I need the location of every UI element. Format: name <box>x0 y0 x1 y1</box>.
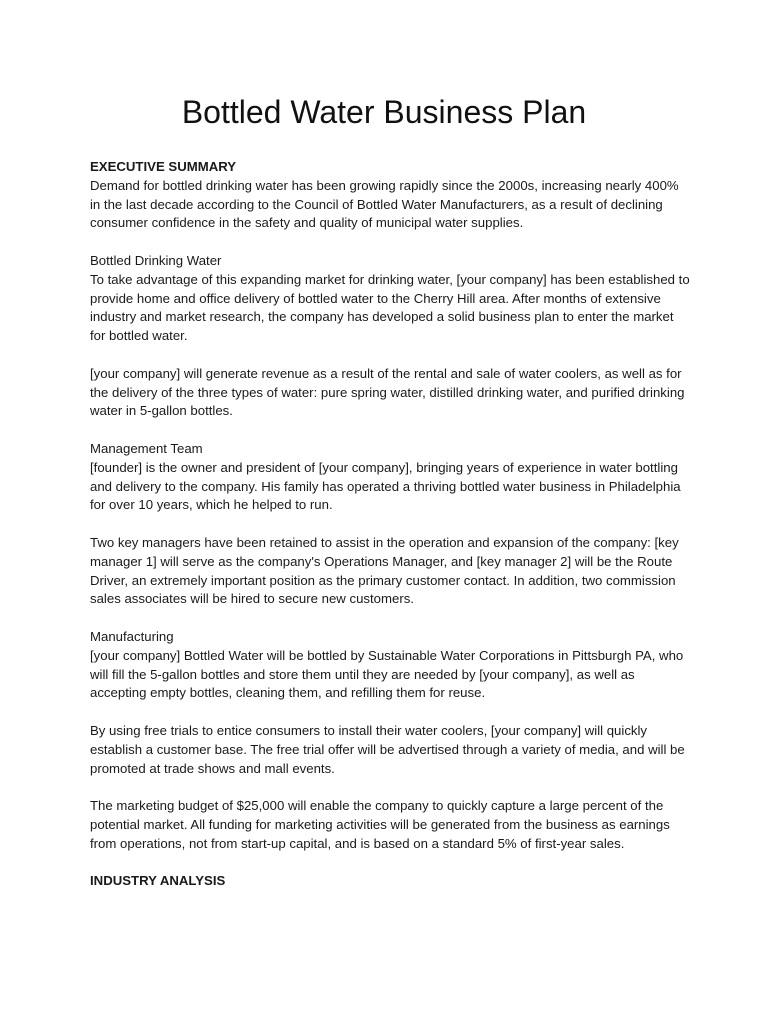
manufacturing-paragraph-1: [your company] Bottled Water will be bottled by Sustainable Water Corporations in Pittsburgh PA, who will fill the 5-gallon bottles and store them until they are needed by [your company], as well as accepting empty bottles, cleaning them, and refilling them for reuse. <box>90 647 684 701</box>
bottled-drinking-water-paragraph-1: To take advantage of this expanding market for drinking water, [your company] has been established to provide home and office delivery of bottled water to the Cherry Hill area. After months of extensive industry and market research, the company has developed a solid business plan to enter the market for bottled water. <box>90 271 690 344</box>
paragraph-spacer <box>90 778 690 797</box>
paragraph-spacer <box>90 346 690 365</box>
industry-analysis-heading: INDUSTRY ANALYSIS <box>90 873 226 889</box>
manufacturing-heading: Manufacturing <box>90 628 174 644</box>
manufacturing-paragraph-2: By using free trials to entice consumers to install their water coolers, [your company] will quickly establish a customer base. The free trial offer will be advertised through a variety of media, and will be promoted at trade shows and mall events. <box>90 722 685 776</box>
executive-summary-paragraph: Demand for bottled drinking water has been growing rapidly since the 2000s, increasing nearly 400% in the last decade according to the Council of Bottled Water Manufacturers, as a result of declining consumer confidence in the safety and quality of municipal water supplies. <box>90 177 679 231</box>
management-team-heading: Management Team <box>90 440 203 456</box>
bottled-drinking-water-paragraph-2: [your company] will generate revenue as a result of the rental and sale of water coolers, as well as for the delivery of the three types of water: pure spring water, distilled drinking water, and purified drinking water in 5-gallon bottles. <box>90 365 685 419</box>
paragraph-spacer <box>90 703 690 722</box>
management-team-paragraph-2: Two key managers have been retained to assist in the operation and expansion of the company: [key manager 1] will serve as the company's Operations Manager, and [key manager 2] will be the Route Driver, an extremely important position as the primary customer contact. In addition, two commission sales associates will be hired to secure new customers. <box>90 534 679 607</box>
manufacturing-paragraph-3: The marketing budget of $25,000 will enable the company to quickly capture a large percent of the potential market. All funding for marketing activities will be generated from the business as earnings from operations, not from start-up capital, and is based on a standard 5% of first-year sales. <box>90 798 670 851</box>
bottled-drinking-water-heading: Bottled Drinking Water <box>90 252 222 268</box>
paragraph-spacer <box>90 609 690 628</box>
executive-summary-heading: EXECUTIVE SUMMARY <box>90 159 237 174</box>
paragraph-spacer <box>90 233 690 252</box>
document-body <box>90 158 690 891</box>
document-title: Bottled Water Business Plan <box>181 94 587 130</box>
paragraph-spacer <box>90 515 690 534</box>
management-team-paragraph-1: [founder] is the owner and president of [your company], bringing years of experience in water bottling and delivery to the company. His family has operated a thriving bottled water business in Philadelphia for over 10 years, which he helped to run. <box>90 459 681 513</box>
paragraph-spacer <box>90 421 690 440</box>
paragraph-spacer <box>90 853 690 872</box>
